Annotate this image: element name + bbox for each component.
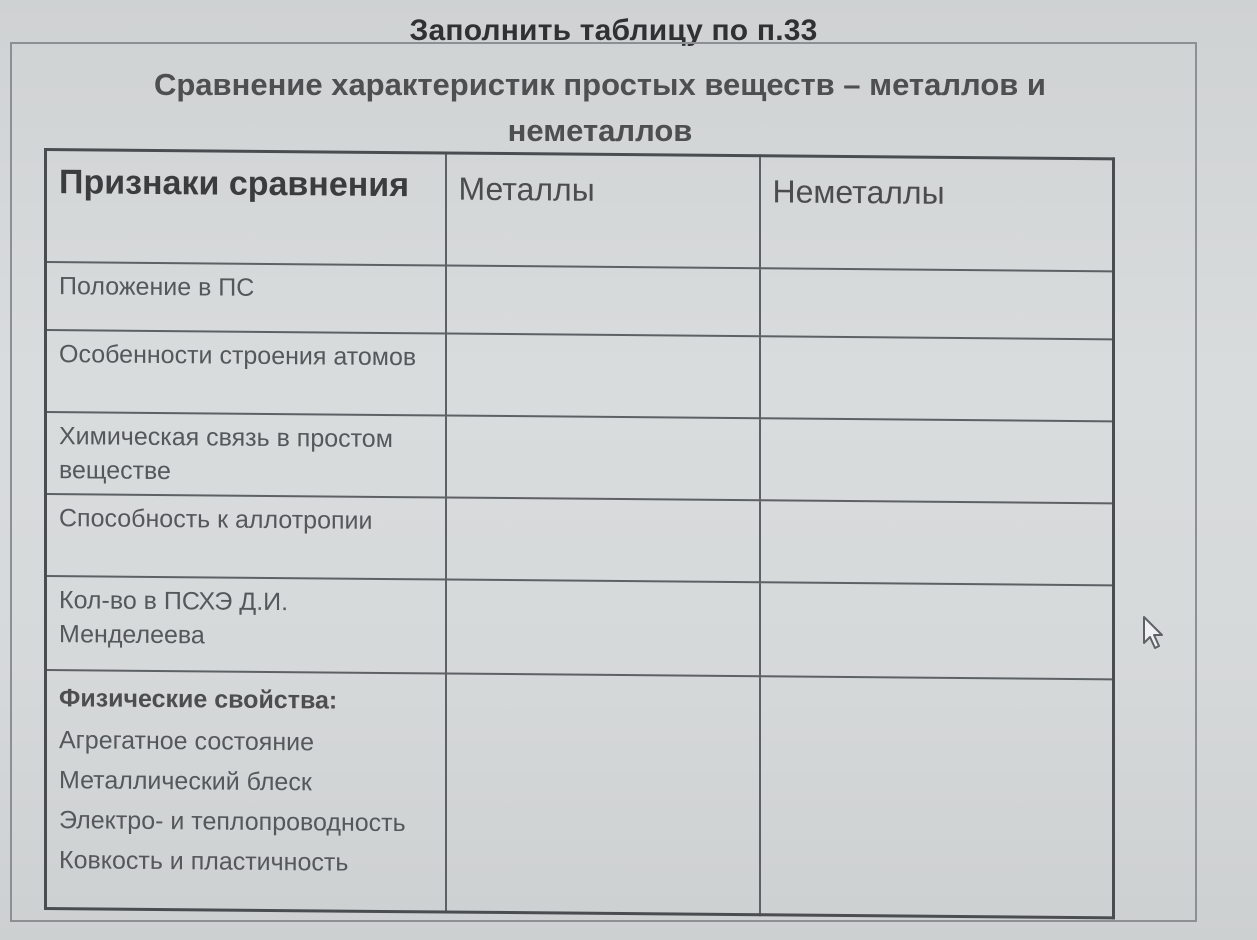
- header-feature: Признаки сравнения: [46, 150, 446, 265]
- physical-property-item: Ковкость и пластичность: [59, 845, 349, 877]
- comparison-table: [44, 148, 1115, 919]
- cell-metals[interactable]: [446, 415, 760, 500]
- row-label-atom-structure: Особенности строения атомов: [46, 330, 446, 415]
- physical-properties-title: Физические свойства:: [59, 683, 338, 715]
- header-metals: Металлы: [446, 153, 760, 268]
- cell-metals[interactable]: [446, 497, 760, 582]
- table-row: [46, 262, 1114, 339]
- cell-nonmetals[interactable]: [760, 582, 1114, 679]
- page-title: Заполнить таблицу по п.33: [409, 14, 818, 47]
- physical-property-item: Металлический блеск: [59, 765, 312, 796]
- row-label-count: Кол-во в ПСХЭ Д.И. Менделеева: [46, 576, 446, 673]
- row-label-chemical-bond: Химическая связь в простом веществе: [46, 412, 446, 497]
- cell-nonmetals[interactable]: [760, 418, 1114, 503]
- cell-nonmetals[interactable]: [760, 336, 1114, 421]
- cell-metals[interactable]: [446, 579, 760, 676]
- cell-metals[interactable]: [446, 265, 760, 336]
- physical-property-item: Агрегатное состояние: [59, 725, 315, 756]
- table-row: [46, 576, 1114, 679]
- row-label-position: Положение в ПС: [46, 262, 446, 333]
- table-row: [46, 494, 1114, 585]
- cell-metals[interactable]: [446, 333, 760, 418]
- header-nonmetals: Неметаллы: [760, 156, 1114, 271]
- mouse-pointer-icon: [1142, 615, 1168, 651]
- row-label-allotropy: Способность к аллотропии: [46, 494, 446, 579]
- table-row: [46, 412, 1114, 503]
- physical-properties-cell: [46, 670, 446, 912]
- cell-nonmetals[interactable]: [760, 268, 1114, 339]
- cell-nonmetals[interactable]: [760, 676, 1114, 918]
- cell-nonmetals[interactable]: [760, 500, 1114, 585]
- table-header-row: [46, 150, 1114, 271]
- comparison-table-wrapper: [44, 148, 1116, 925]
- document-title: Сравнение характеристик простых веществ – металлов и неметаллов: [153, 67, 1046, 148]
- cell-metals[interactable]: [446, 673, 760, 915]
- physical-property-item: Электро- и теплопроводность: [59, 805, 406, 837]
- table-row: [46, 330, 1114, 421]
- table-row-physical: [46, 670, 1114, 918]
